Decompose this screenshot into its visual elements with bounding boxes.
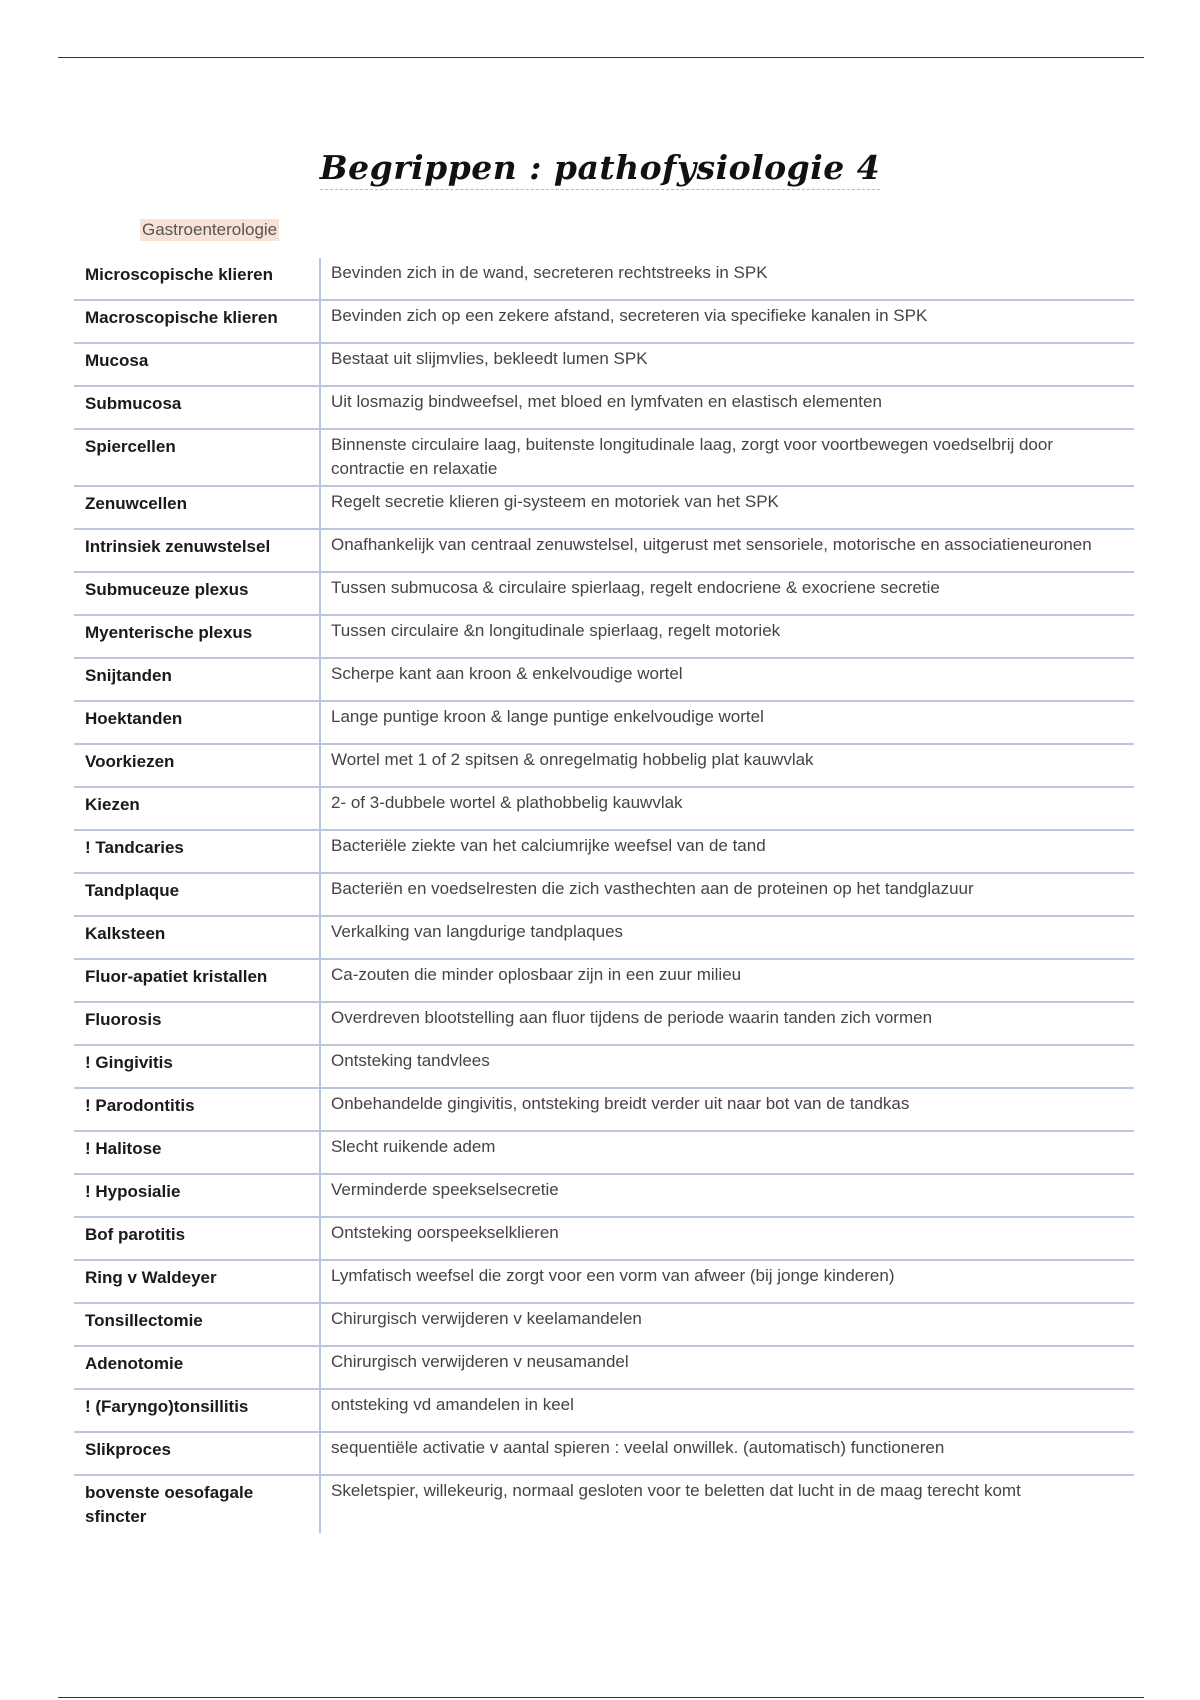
definition-cell: Slecht ruikende adem (319, 1132, 1134, 1173)
table-row (74, 659, 1134, 702)
definition-cell: Scherpe kant aan kroon & enkelvoudige wortel (319, 659, 1134, 700)
term-cell: Snijtanden (85, 666, 172, 685)
definition-cell: Regelt secretie klieren gi-systeem en motoriek van het SPK (319, 487, 1134, 528)
table-row (74, 874, 1134, 917)
table-row (74, 1261, 1134, 1304)
term-cell: Intrinsiek zenuwstelsel (85, 537, 271, 556)
table-row (74, 1089, 1134, 1132)
term-cell: ! (Faryngo)tonsillitis (85, 1397, 249, 1416)
definition-cell: Ontsteking tandvlees (319, 1046, 1134, 1087)
definition-cell: Bacteriën en voedselresten die zich vasthechten aan de proteinen op het tandglazuur (319, 874, 1134, 915)
term-cell: Submucosa (85, 394, 182, 413)
section-heading: Gastroenterologie (142, 220, 278, 239)
definition-cell: Ca-zouten die minder oplosbaar zijn in een zuur milieu (319, 960, 1134, 1001)
table-row (74, 344, 1134, 387)
term-cell: Fluor-apatiet kristallen (85, 967, 268, 986)
page-title (0, 148, 1200, 187)
definition-cell: Chirurgisch verwijderen v keelamandelen (319, 1304, 1134, 1345)
definition-cell: Tussen submucosa & circulaire spierlaag, regelt endocriene & exocriene secretie (319, 573, 1134, 614)
term-cell: Submuceuze plexus (85, 580, 249, 599)
table-row (74, 917, 1134, 960)
table-row (74, 1175, 1134, 1218)
definition-cell: sequentiële activatie v aantal spieren : veelal onwillek. (automatisch) functioneren (319, 1433, 1134, 1474)
term-cell: Macroscopische klieren (85, 308, 278, 327)
table-row (74, 1390, 1134, 1433)
table-row (74, 258, 1134, 301)
definition-cell: Chirurgisch verwijderen v neusamandel (319, 1347, 1134, 1388)
term-cell: Spiercellen (85, 437, 176, 456)
definition-cell: Binnenste circulaire laag, buitenste longitudinale laag, zorgt voor voortbewegen voedselbrij door contractie en relaxatie (319, 430, 1134, 485)
definition-cell: 2- of 3-dubbele wortel & plathobbelig kauwvlak (319, 788, 1134, 829)
term-cell: Tonsillectomie (85, 1311, 203, 1330)
term-cell: Zenuwcellen (85, 494, 188, 513)
term-cell: Mucosa (85, 351, 149, 370)
term-cell: Adenotomie (85, 1354, 184, 1373)
term-cell: Hoektanden (85, 709, 183, 728)
definition-cell: Bevinden zich in de wand, secreteren rechtstreeks in SPK (319, 258, 1134, 299)
definition-cell: Wortel met 1 of 2 spitsen & onregelmatig hobbelig plat kauwvlak (319, 745, 1134, 786)
table-row (74, 1304, 1134, 1347)
terms-table (74, 258, 1134, 1533)
term-cell: ! Gingivitis (85, 1053, 173, 1072)
table-row (74, 301, 1134, 344)
table-row (74, 530, 1134, 573)
definition-cell: Verkalking van langdurige tandplaques (319, 917, 1134, 958)
definition-cell: Ontsteking oorspeekselklieren (319, 1218, 1134, 1259)
table-row (74, 745, 1134, 788)
table-row (74, 616, 1134, 659)
table-row (74, 1132, 1134, 1175)
definition-cell: Bestaat uit slijmvlies, bekleedt lumen SPK (319, 344, 1134, 385)
table-row (74, 1003, 1134, 1046)
term-cell: Myenterische plexus (85, 623, 253, 642)
definition-cell: Bacteriële ziekte van het calciumrijke weefsel van de tand (319, 831, 1134, 872)
definition-cell: Lymfatisch weefsel die zorgt voor een vorm van afweer (bij jonge kinderen) (319, 1261, 1134, 1302)
definition-cell: Uit losmazig bindweefsel, met bloed en lymfvaten en elastisch elementen (319, 387, 1134, 428)
table-row (74, 1476, 1134, 1533)
top-rule (58, 57, 1144, 58)
table-row (74, 387, 1134, 430)
term-cell: Kalksteen (85, 924, 166, 943)
definition-cell: Lange puntige kroon & lange puntige enkelvoudige wortel (319, 702, 1134, 743)
term-cell: ! Tandcaries (85, 838, 184, 857)
term-cell: Fluorosis (85, 1010, 162, 1029)
term-cell: Tandplaque (85, 881, 180, 900)
table-row (74, 430, 1134, 487)
definition-cell: Overdreven blootstelling aan fluor tijdens de periode waarin tanden zich vormen (319, 1003, 1134, 1044)
bottom-rule (58, 1697, 1144, 1698)
definition-cell: Verminderde speekselsecretie (319, 1175, 1134, 1216)
term-cell: ! Parodontitis (85, 1096, 195, 1115)
table-row (74, 788, 1134, 831)
table-row (74, 960, 1134, 1003)
table-row (74, 1218, 1134, 1261)
table-row (74, 573, 1134, 616)
definition-cell: Bevinden zich op een zekere afstand, secreteren via specifieke kanalen in SPK (319, 301, 1134, 342)
definition-cell: Onafhankelijk van centraal zenuwstelsel, uitgerust met sensoriele, motorische en associatieneuronen (319, 530, 1134, 571)
definition-cell: ontsteking vd amandelen in keel (319, 1390, 1134, 1431)
term-cell: ! Hyposialie (85, 1182, 181, 1201)
page-title-text: Begrippen : pathofysiologie 4 (320, 148, 880, 190)
term-cell: Ring v Waldeyer (85, 1268, 217, 1287)
table-row (74, 1046, 1134, 1089)
table-row (74, 831, 1134, 874)
term-cell: Slikproces (85, 1440, 171, 1459)
term-cell: Kiezen (85, 795, 140, 814)
term-cell: Voorkiezen (85, 752, 175, 771)
term-cell: ! Halitose (85, 1139, 162, 1158)
definition-cell: Tussen circulaire &n longitudinale spierlaag, regelt motoriek (319, 616, 1134, 657)
definition-cell: Onbehandelde gingivitis, ontsteking breidt verder uit naar bot van de tandkas (319, 1089, 1134, 1130)
table-row (74, 1433, 1134, 1476)
term-cell: bovenste oesofagale sfincter (85, 1483, 254, 1526)
term-cell: Bof parotitis (85, 1225, 186, 1244)
table-row (74, 487, 1134, 530)
term-cell: Microscopische klieren (85, 265, 274, 284)
table-row (74, 702, 1134, 745)
definition-cell: Skeletspier, willekeurig, normaal gesloten voor te beletten dat lucht in de maag terecht komt (319, 1476, 1134, 1533)
table-row (74, 1347, 1134, 1390)
